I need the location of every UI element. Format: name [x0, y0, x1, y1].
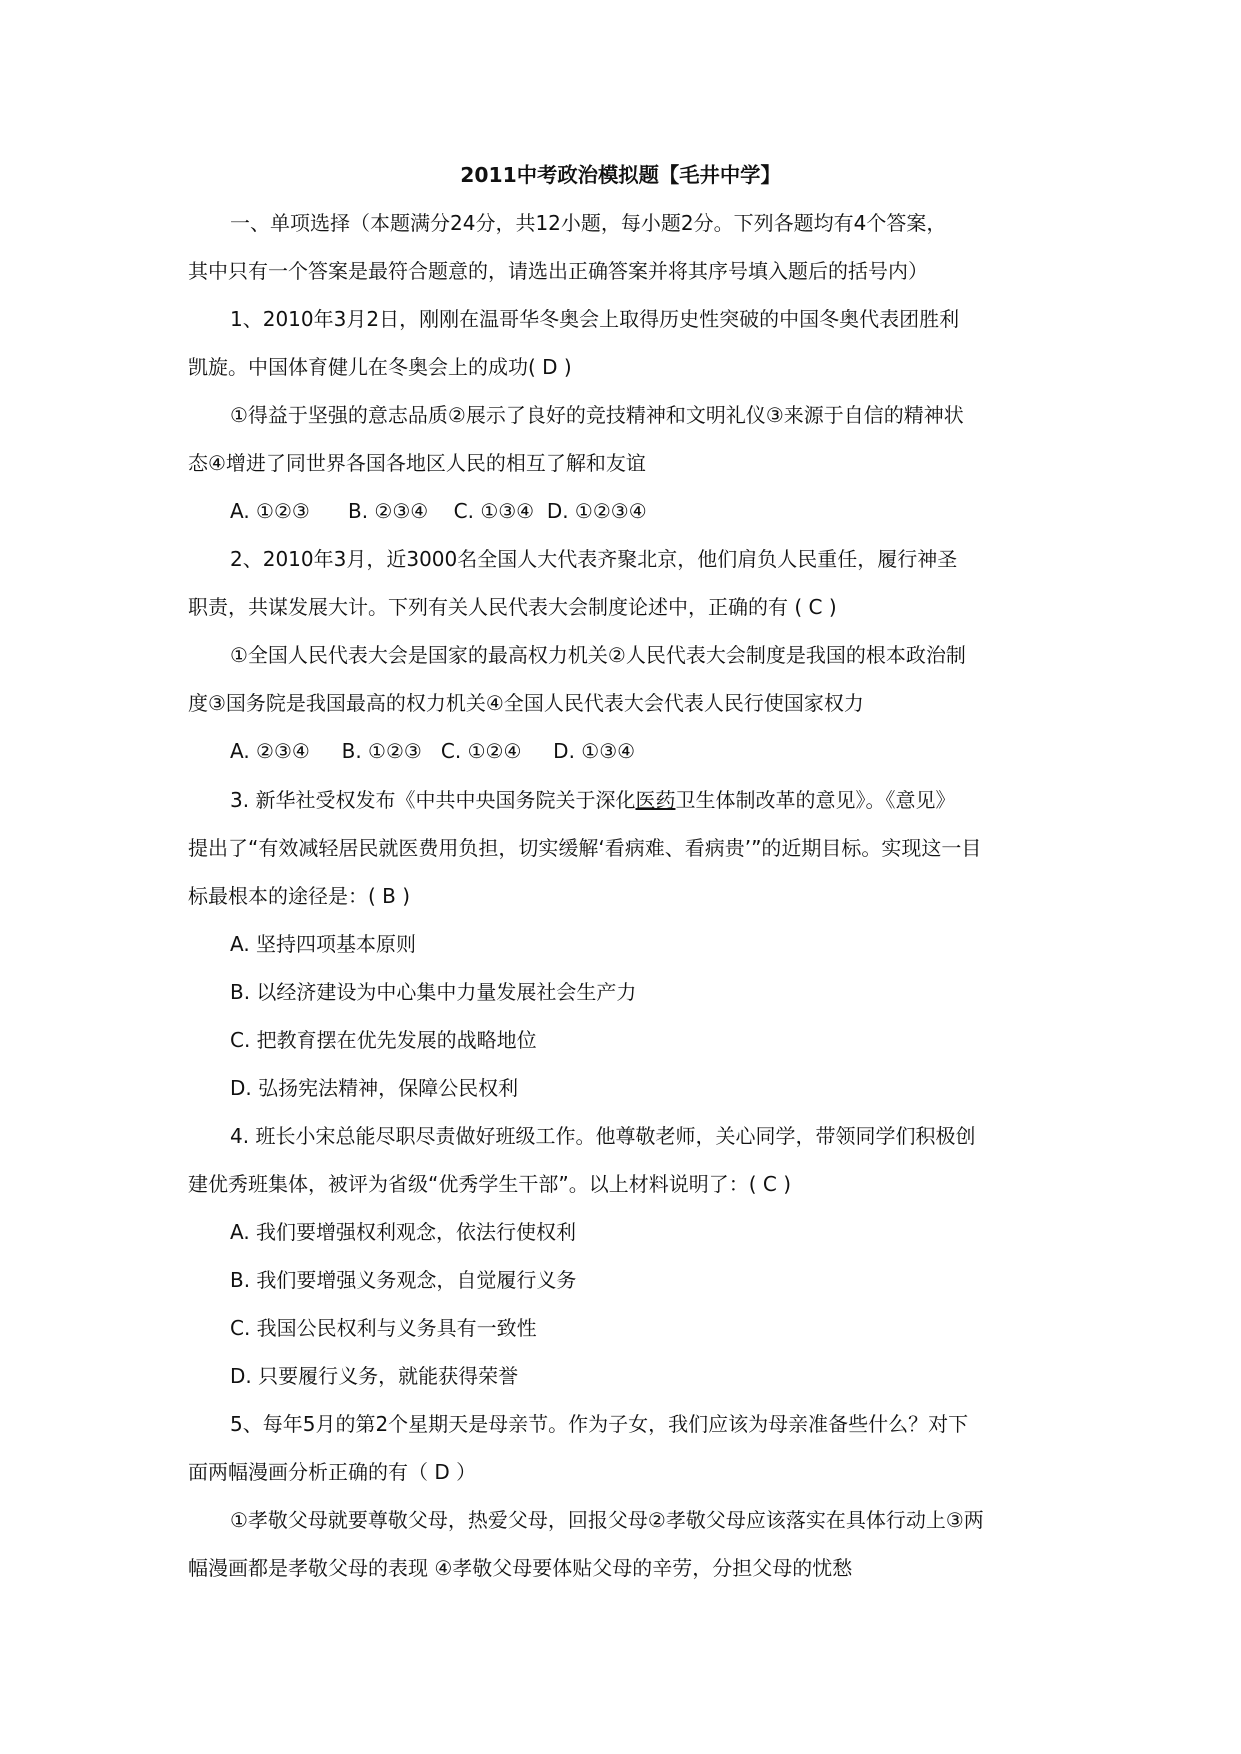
question-4-option-a: A. 我们要增强权利观念，依法行使权利: [230, 1220, 577, 1244]
question-3-line-3: 标最根本的途径是：( B ): [188, 884, 411, 908]
question-2-options: A. ②③④ B. ①②③ C. ①②④ D. ①③④: [230, 739, 636, 763]
question-4-option-b: B. 我们要增强义务观念，自觉履行义务: [230, 1268, 577, 1292]
question-3-line-1: [230, 785, 955, 815]
question-1-statements-line-2: 态④增进了同世界各国各地区人民的相互了解和友谊: [188, 451, 646, 475]
section-intro-line-1: 一、单项选择（本题满分24分，共12小题，每小题2分。下列各题均有4个答案，: [230, 211, 947, 235]
question-2-line-2: 职责，共谋发展大计。下列有关人民代表大会制度论述中，正确的有 ( C ): [188, 595, 837, 619]
medicine-link[interactable]: 医药: [635, 788, 676, 812]
question-1-line-1: 1、2010年3月2日，刚刚在温哥华冬奥会上取得历史性突破的中国冬奥代表团胜利: [230, 307, 960, 331]
question-3-option-d: D. 弘扬宪法精神，保障公民权利: [230, 1076, 519, 1100]
question-2-statements-line-2: 度③国务院是我国最高的权力机关④全国人民代表大会代表人民行使国家权力: [188, 691, 864, 715]
question-3-line-2: 提出了“有效减轻居民就医费用负担，切实缓解‘看病难、看病贵’”的近期目标。实现这一目: [188, 836, 982, 860]
question-4-line-1: 4. 班长小宋总能尽职尽责做好班级工作。他尊敬老师，关心同学，带领同学们积极创: [230, 1124, 976, 1148]
question-3-option-b: B. 以经济建设为中心集中力量发展社会生产力: [230, 980, 637, 1004]
question-1-options: A. ①②③ B. ②③④ C. ①③④ D. ①②③④: [230, 499, 647, 523]
question-2-statements-line-1: ①全国人民代表大会是国家的最高权力机关②人民代表大会制度是我国的根本政治制: [230, 643, 966, 667]
question-2-line-1: 2、2010年3月，近3000名全国人大代表齐聚北京，他们肩负人民重任，履行神圣: [230, 547, 958, 571]
question-3-line-1-text-a: 3. 新华社受权发布《中共中央国务院关于深化: [230, 788, 636, 812]
question-5-statements-line-2: 幅漫画都是孝敬父母的表现 ④孝敬父母要体贴父母的辛劳，分担父母的忧愁: [188, 1556, 853, 1580]
question-5-line-2: 面两幅漫画分析正确的有（ D ）: [188, 1460, 477, 1484]
question-1-line-2: 凯旋。中国体育健儿在冬奥会上的成功( D ): [188, 355, 572, 379]
question-5-line-1: 5、每年5月的第2个星期天是母亲节。作为子女，我们应该为母亲准备些什么？对下: [230, 1412, 969, 1436]
question-3-option-c: C. 把教育摆在优先发展的战略地位: [230, 1028, 537, 1052]
question-3-option-a: A. 坚持四项基本原则: [230, 932, 417, 956]
section-intro-line-2: 其中只有一个答案是最符合题意的，请选出正确答案并将其序号填入题后的括号内）: [188, 259, 928, 283]
question-1-statements-line-1: ①得益于坚强的意志品质②展示了良好的竞技精神和文明礼仪③来源于自信的精神状: [230, 403, 964, 427]
document-title: 2011中考政治模拟题【毛井中学】: [460, 163, 781, 187]
question-4-option-c: C. 我国公民权利与义务具有一致性: [230, 1316, 537, 1340]
question-4-option-d: D. 只要履行义务，就能获得荣誉: [230, 1364, 519, 1388]
question-3-line-1-text-b: 卫生体制改革的意见》。《意见》: [675, 788, 956, 812]
question-4-line-2: 建优秀班集体，被评为省级“优秀学生干部”。以上材料说明了：( C ): [188, 1172, 792, 1196]
question-5-statements-line-1: ①孝敬父母就要尊敬父母，热爱父母，回报父母②孝敬父母应该落实在具体行动上③两: [230, 1508, 984, 1532]
